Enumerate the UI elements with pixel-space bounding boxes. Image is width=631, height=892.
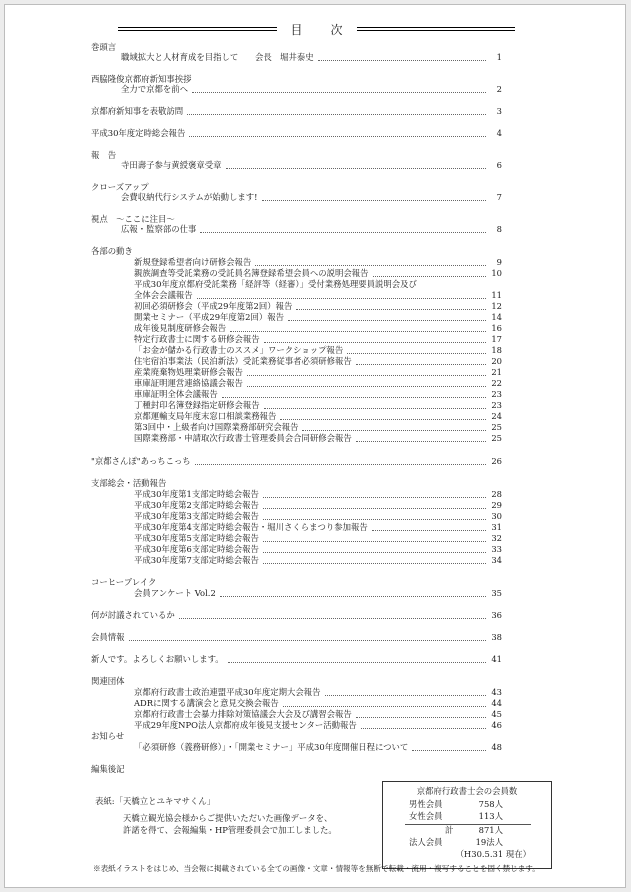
toc-entry-title: 京都府新知事を表敬訪問 (91, 106, 184, 116)
toc-entry (5, 160, 625, 171)
toc-entry-title: 全体会会議報告 (134, 290, 193, 300)
toc-page-number: 1 (496, 52, 502, 62)
toc-entry (5, 52, 625, 63)
dot-leader (220, 585, 486, 597)
toc-entry-title: 編集後記 (91, 764, 125, 774)
toc-entry-title: 車庫証明運営連絡協議会報告 (134, 378, 243, 388)
toc-page-number: 23 (491, 389, 502, 399)
dot-leader (189, 125, 486, 137)
toc-page-number: 6 (496, 160, 502, 170)
toc-entry-title: 新規登録希望者向け研修会報告 (134, 257, 252, 267)
toc-page-number: 2 (496, 84, 502, 94)
female-label: 女性会員 (409, 811, 443, 821)
dot-leader (262, 189, 486, 201)
toc-page-number: 34 (491, 555, 502, 565)
toc-entry (5, 128, 625, 139)
toc-page-number: 25 (491, 422, 502, 432)
toc-entry-title: 会員情報 (91, 632, 125, 642)
dot-leader (187, 103, 486, 115)
toc-page-number: 36 (491, 610, 502, 620)
toc-page-number: 3 (496, 106, 502, 116)
toc-entry-title: 丁種封印名簿登録指定研修会報告 (134, 400, 260, 410)
toc-page-number: 14 (491, 312, 502, 322)
toc-entry (5, 654, 625, 665)
toc-entry (5, 106, 625, 117)
dot-leader (129, 629, 486, 641)
toc-page-number: 38 (491, 632, 502, 642)
toc-entry-title: 京都運輸支局年度末窓口相談業務報告 (134, 411, 277, 421)
toc-page-number: 9 (496, 257, 502, 267)
toc-section-heading (5, 731, 625, 742)
toc-section-heading (5, 676, 625, 687)
toc-page-number: 8 (496, 224, 502, 234)
dot-leader (226, 157, 486, 169)
toc-entry (5, 345, 625, 356)
toc-entry (5, 422, 625, 433)
dot-leader (318, 49, 486, 61)
toc-entry-title: 平成30年度第4支部定時総会報告・堀川さくらまつり参加報告 (134, 522, 368, 532)
toc-page-number: 29 (491, 500, 502, 510)
toc-page-number: 28 (491, 489, 502, 499)
toc-entry (5, 720, 625, 731)
toc-entry-title: 親族調査等受託業務の受託員名簿登録希望会員への説明会報告 (134, 268, 369, 278)
toc-entry-title: 支部総会・活動報告 (91, 478, 167, 488)
toc-page-number: 12 (491, 301, 502, 311)
toc-entry-title: 職域拡大と人材育成を目指して 会長 堀井泰史 (121, 52, 314, 62)
toc-page-number: 33 (491, 544, 502, 554)
corp-value: 19法人 (475, 837, 503, 847)
toc-entry-title: 平成30年度第1支部定時総会報告 (134, 489, 259, 499)
toc-entry-title: 平成30年度第3支部定時総会報告 (134, 511, 259, 521)
toc-page-number: 45 (491, 709, 502, 719)
toc-entry-title: 各部の動き (91, 246, 133, 256)
toc-entry-title: 産業廃棄物処理業研修会報告 (134, 367, 243, 377)
toc-entry (5, 268, 625, 279)
toc-entry-title: 会費収納代行システムが始動します! (121, 192, 258, 202)
toc-page-number: 31 (491, 522, 502, 532)
toc-page-number: 41 (491, 654, 502, 664)
toc-entry (5, 192, 625, 203)
cover-description-line: 天橋立観光協会様からご提供いただいた画像データを、 (123, 813, 333, 823)
toc-entry-title: 視点 〜ここに注目〜 (91, 214, 175, 224)
toc-page-number: 16 (491, 323, 502, 333)
toc-entry-title: 平成30年度第2支部定時総会報告 (134, 500, 259, 510)
dot-leader (412, 739, 486, 751)
toc-entry-title: 成年後見制度研修会報告 (134, 323, 227, 333)
copyright-footnote: ※表紙イラストをはじめ、当会報に掲載されている全ての画像・文章・情報等を無断で転載・流用・複写することを固く禁じます。 (93, 864, 540, 873)
toc-title-banner (118, 23, 515, 36)
toc-entry-title: 第3回中・上級者向け国際業務部研究会報告 (134, 422, 299, 432)
toc-entry-title: 平成30年度第5支部定時総会報告 (134, 533, 259, 543)
toc-page (4, 4, 626, 888)
toc-page-number: 18 (491, 345, 502, 355)
toc-entry (5, 588, 625, 599)
dot-leader (200, 221, 486, 233)
toc-entry-title: 住宅宿泊事業法（民泊新法）受託業務従事者必須研修報告 (134, 356, 352, 366)
toc-entry-title: 新人です。よろしくお願いします。 (91, 654, 224, 664)
toc-entry (5, 698, 625, 709)
toc-entry (5, 456, 625, 467)
toc-entry-title: 平成29年度NPO法人京都府成年後見支援センター活動報告 (134, 720, 357, 730)
toc-page-number: 44 (491, 698, 502, 708)
toc-entry (5, 84, 625, 95)
toc-entry-title: 関連団体 (91, 676, 125, 686)
male-value: 758人 (478, 799, 503, 809)
toc-entry-title: 平成30年度定時総会報告 (91, 128, 186, 138)
toc-page-number: 25 (491, 433, 502, 443)
toc-page-number: 46 (491, 720, 502, 730)
toc-entry-title: 初回必須研修会（平成29年度第2回）報告 (134, 301, 293, 311)
dot-leader (263, 552, 486, 564)
total-value: 871人 (478, 825, 503, 835)
member-count-box (382, 781, 552, 869)
toc-page-number: 4 (496, 128, 502, 138)
toc-entry-title: 平成30年度第7支部定時総会報告 (134, 555, 259, 565)
toc-entry (5, 224, 625, 235)
toc-entry-title: 開業セミナー（平成29年度第2回）報告 (134, 312, 284, 322)
toc-entry-title: クローズアップ (91, 182, 149, 192)
toc-entry-title: 何が討議されているか (91, 610, 175, 620)
cover-description-line: 許諾を得て、会報編集・HP管理委員会で加工しました。 (123, 825, 337, 835)
toc-entry-title: ADRに関する講演会と意見交換会報告 (134, 698, 279, 708)
toc-entry-title: 報 告 (91, 150, 117, 160)
toc-page-number: 21 (491, 367, 502, 377)
toc-entry-title: 寺田壽子参与黄綬褒章受章 (121, 160, 222, 170)
toc-page-number: 20 (491, 356, 502, 366)
toc-entry-title: 「お金が儲かる行政書士のススメ」ワークショップ報告 (134, 345, 344, 355)
toc-page-number: 32 (491, 533, 502, 543)
toc-entry (5, 334, 625, 345)
dot-leader (356, 430, 486, 442)
toc-page-number: 22 (491, 378, 502, 388)
toc-entry-title: 巻頭言 (91, 42, 117, 52)
toc-entry (5, 433, 625, 444)
toc-entry (5, 742, 625, 753)
toc-page-number: 35 (491, 588, 502, 598)
dot-leader (361, 717, 486, 729)
toc-entry (5, 610, 625, 621)
toc-entry-title: 車庫証明全体会議報告 (134, 389, 218, 399)
toc-page-number: 10 (491, 268, 502, 278)
dot-leader (373, 265, 486, 277)
toc-page-number: 7 (496, 192, 502, 202)
cover-caption: 表紙:「天橋立とユキマサくん」 (95, 796, 216, 806)
toc-entry-title: 国際業務部・申請取次行政書士管理委員会合同研修会報告 (134, 433, 352, 443)
as-of-date: （H30.5.31 現在） (455, 849, 531, 859)
toc-entry (5, 555, 625, 566)
female-value: 113人 (478, 811, 503, 821)
toc-entry-title: コーヒーブレイク (91, 577, 157, 587)
toc-entry-title: 西脇隆俊京都府新知事挨拶 (91, 74, 192, 84)
toc-page-number: 48 (491, 742, 502, 752)
toc-entry-title: 全力で京都を前へ (121, 84, 188, 94)
toc-entry-title: 特定行政書士に関する研修会報告 (134, 334, 260, 344)
male-label: 男性会員 (409, 799, 443, 809)
corp-label: 法人会員 (409, 837, 443, 847)
dot-leader (179, 607, 486, 619)
toc-page-number: 11 (491, 290, 502, 300)
toc-entry (5, 511, 625, 522)
toc-entry (5, 632, 625, 643)
toc-entry (5, 257, 625, 268)
toc-page-number: 23 (491, 400, 502, 410)
toc-entry-title: 平成30年度第6支部定時総会報告 (134, 544, 259, 554)
member-count-title: 京都府行政書士会の会員数 (416, 786, 518, 796)
toc-page-number: 24 (491, 411, 502, 421)
toc-entry-title: 平成30年度京都府受託業務「経評等（経審）」受付業務処理要員説明会及び (134, 279, 417, 289)
toc-entry-title: 「必須研修（義務研修）」・「開業セミナー」平成30年度開催日程について (134, 742, 409, 752)
dot-leader (192, 81, 486, 93)
toc-entry (5, 709, 625, 720)
toc-entry-title: 会員アンケート Vol.2 (134, 588, 216, 598)
toc-entry-title: 京都府行政書士会暴力排除対策協議会大会及び講習会報告 (134, 709, 352, 719)
dot-leader (228, 651, 486, 663)
toc-page-number: 30 (491, 511, 502, 521)
toc-entry-title: お知らせ (91, 731, 125, 741)
page-title: 目次 (276, 21, 356, 38)
toc-page-number: 26 (491, 456, 502, 466)
dot-leader (195, 453, 486, 465)
toc-page-number: 17 (491, 334, 502, 344)
toc-page-number: 43 (491, 687, 502, 697)
toc-section-heading (5, 764, 625, 775)
toc-entry-title: "京都さんぽ"あっちこっち (91, 456, 191, 466)
total-label: 計 (445, 825, 454, 835)
toc-entry-title: 広報・監察部の仕事 (121, 224, 197, 234)
toc-entry-title: 京都府行政書士政治連盟平成30年度定期大会報告 (134, 687, 321, 697)
